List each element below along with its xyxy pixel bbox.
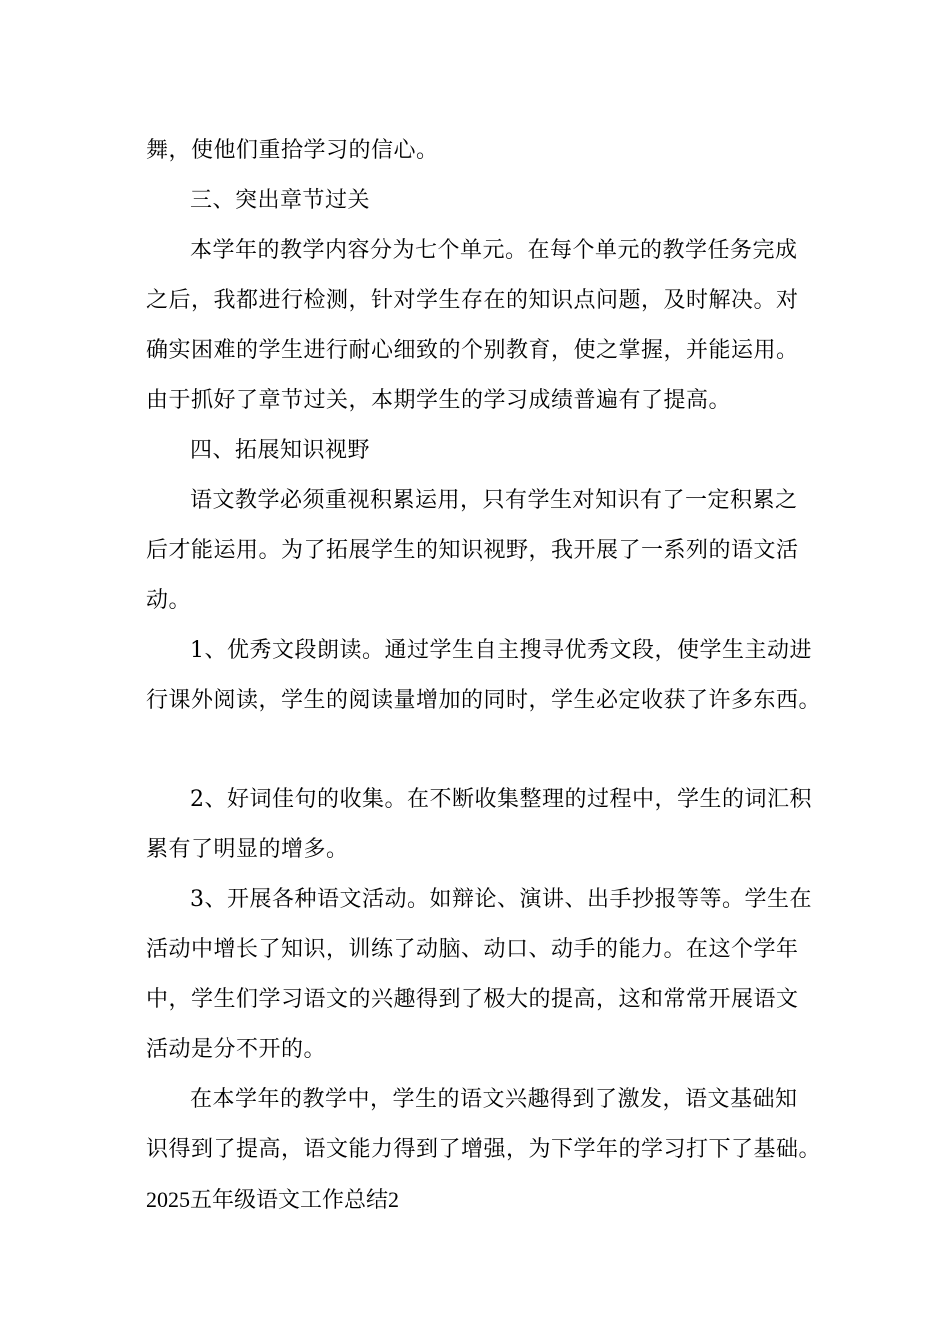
next-section-title: 2025五年级语文工作总结2	[146, 1187, 400, 1212]
text-line: 动。	[146, 588, 192, 613]
text-line: 舞，使他们重拾学习的信心。	[146, 138, 439, 163]
text-line: 中，学生们学习语文的兴趣得到了极大的提高，这和常常开展语文	[146, 987, 799, 1012]
text-line: 本学年的教学内容分为七个单元。在每个单元的教学任务完成	[190, 238, 798, 263]
text-line: 由于抓好了章节过关，本期学生的学习成绩普遍有了提高。	[146, 388, 732, 413]
text-line: 识得到了提高，语文能力得到了增强，为下学年的学习打下了基础。	[146, 1137, 822, 1162]
text-line: 确实困难的学生进行耐心细致的个别教育，使之掌握，并能运用。	[146, 338, 799, 363]
text-line: 活动中增长了知识，训练了动脑、动口、动手的能力。在这个学年	[146, 937, 799, 962]
text-line: 语文教学必须重视积累运用，只有学生对知识有了一定积累之	[190, 488, 798, 513]
list-item: 3、开展各种语文活动。如辩论、演讲、出手抄报等等。学生在	[190, 887, 812, 912]
section-heading: 三、突出章节过关	[190, 188, 371, 213]
text-line: 累有了明显的增多。	[146, 837, 349, 862]
text-line: 之后，我都进行检测，针对学生存在的知识点问题，及时解决。对	[146, 288, 799, 313]
list-item: 1、优秀文段朗读。通过学生自主搜寻优秀文段，使学生主动进	[190, 638, 812, 663]
text-line: 在本学年的教学中，学生的语文兴趣得到了激发，语文基础知	[190, 1087, 798, 1112]
text-line: 后才能运用。为了拓展学生的知识视野，我开展了一系列的语文活	[146, 538, 799, 563]
section-heading: 四、拓展知识视野	[190, 438, 371, 463]
text-line: 行课外阅读，学生的阅读量增加的同时，学生必定收获了许多东西。	[146, 688, 822, 713]
list-item: 2、好词佳句的收集。在不断收集整理的过程中，学生的词汇积	[190, 787, 812, 812]
text-line: 活动是分不开的。	[146, 1037, 327, 1062]
